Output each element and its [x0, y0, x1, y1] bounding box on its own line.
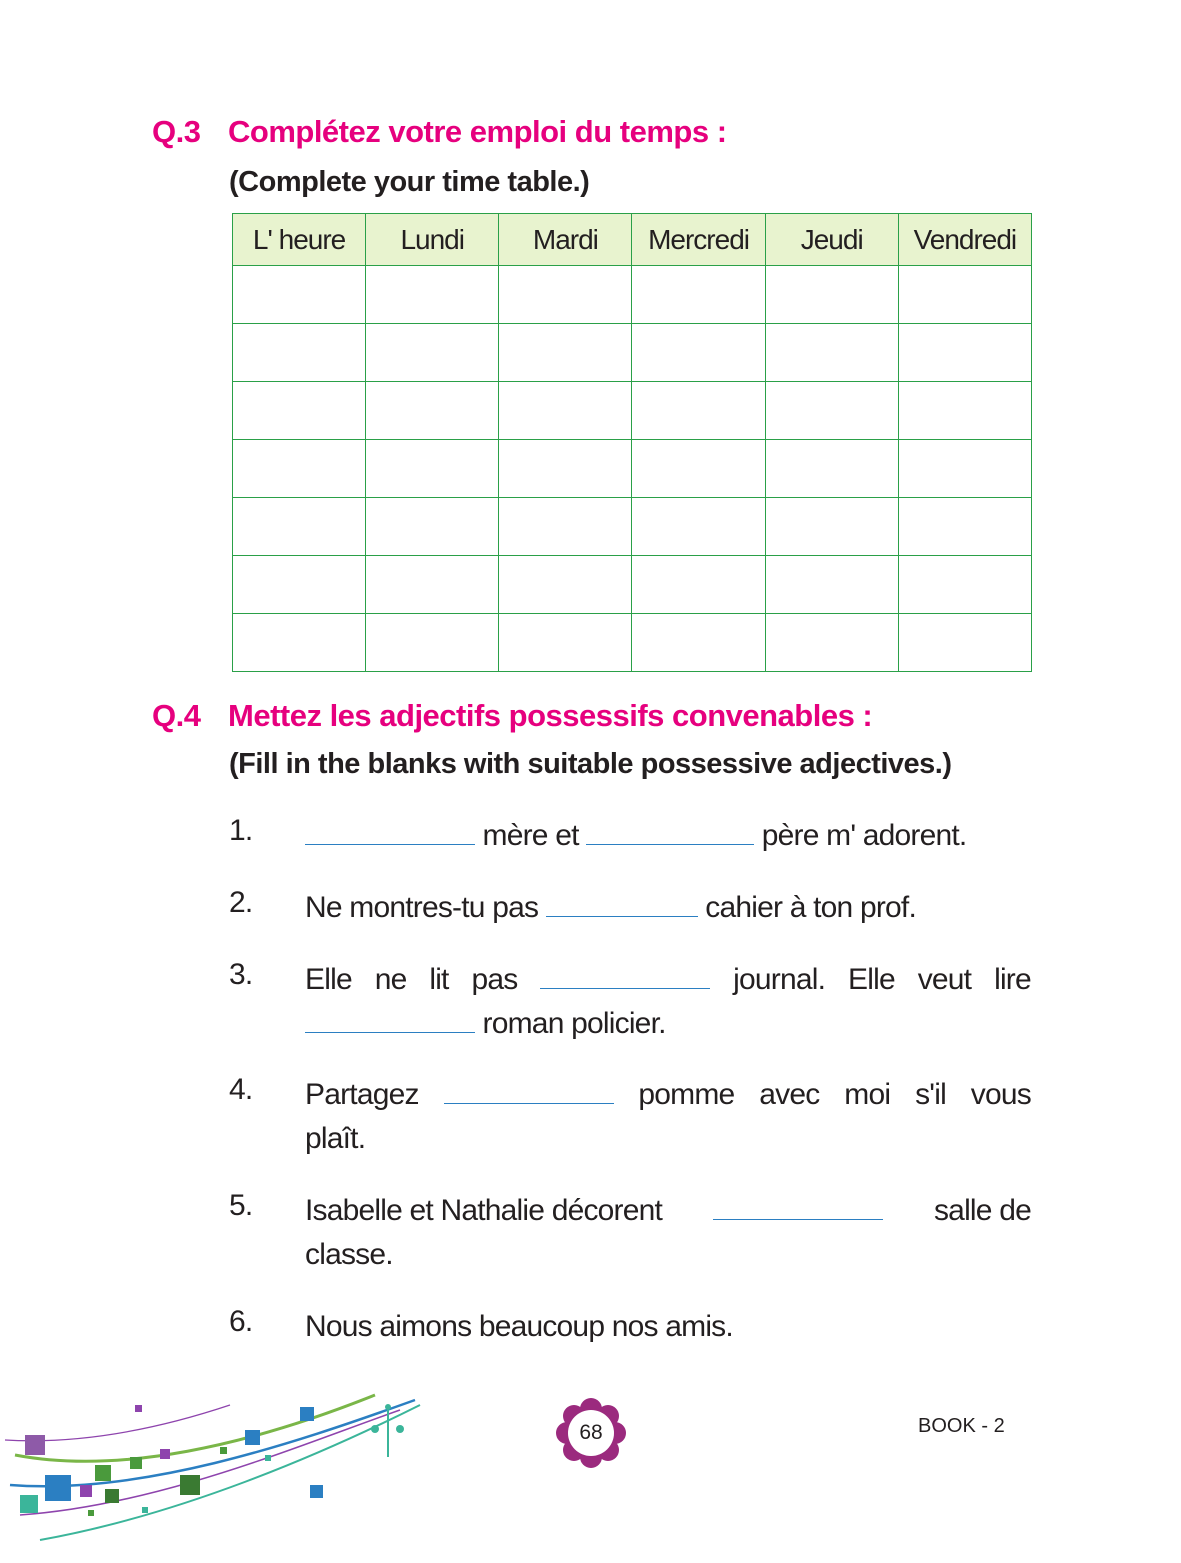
item-number: 5. — [229, 1189, 253, 1222]
table-cell[interactable] — [632, 556, 765, 614]
table-cell[interactable] — [499, 556, 632, 614]
table-cell[interactable] — [499, 266, 632, 324]
table-row — [233, 556, 1032, 614]
table-row — [233, 382, 1032, 440]
table-cell[interactable] — [233, 324, 366, 382]
table-cell[interactable] — [366, 382, 499, 440]
blank-line[interactable] — [586, 814, 754, 845]
item-word: journal. — [733, 963, 826, 996]
item-word: Partagez — [305, 1078, 419, 1111]
table-cell[interactable] — [898, 440, 1031, 498]
table-cell[interactable] — [233, 440, 366, 498]
table-cell[interactable] — [233, 614, 366, 672]
table-row — [233, 614, 1032, 672]
table-cell[interactable] — [632, 324, 765, 382]
blank-line[interactable] — [305, 814, 475, 845]
table-cell[interactable] — [366, 440, 499, 498]
table-cell[interactable] — [499, 324, 632, 382]
item-text: mère et — [482, 819, 579, 852]
blank-line[interactable] — [540, 958, 710, 989]
blank-line[interactable] — [546, 886, 698, 917]
item-text: cahier à ton prof. — [705, 891, 916, 924]
timetable-header-row — [233, 214, 1032, 266]
q3-subtitle: (Complete your time table.) — [229, 166, 590, 198]
table-cell[interactable] — [765, 382, 898, 440]
item-text: père m' adorent. — [761, 819, 967, 852]
table-cell[interactable] — [765, 498, 898, 556]
table-cell[interactable] — [233, 556, 366, 614]
table-cell[interactable] — [233, 382, 366, 440]
item-word: avec — [759, 1078, 820, 1111]
page-number-badge — [556, 1398, 626, 1468]
item-word: vous — [970, 1078, 1031, 1111]
book-label: BOOK - 2 — [918, 1415, 1005, 1437]
header-mardi: Mardi — [499, 214, 632, 266]
q4-title: Mettez les adjectifs possessifs convenables : — [228, 698, 873, 733]
item-word: pas — [471, 963, 518, 996]
q4-subtitle: (Fill in the blanks with suitable possessive adjectives.) — [229, 748, 952, 780]
item-text: classe. — [305, 1238, 393, 1271]
table-cell[interactable] — [765, 556, 898, 614]
blank-line[interactable] — [713, 1189, 883, 1220]
table-cell[interactable] — [366, 266, 499, 324]
table-cell[interactable] — [765, 266, 898, 324]
table-cell[interactable] — [499, 498, 632, 556]
table-row — [233, 440, 1032, 498]
blank-line[interactable] — [305, 1002, 475, 1033]
header-mercredi: Mercredi — [632, 214, 765, 266]
table-cell[interactable] — [898, 614, 1031, 672]
page-number: 68 — [579, 1421, 603, 1444]
item-word: pomme — [638, 1078, 735, 1111]
item-number: 4. — [229, 1073, 253, 1106]
decorative-swoosh — [0, 1385, 430, 1555]
header-heure: L' heure — [233, 214, 366, 266]
item-text: Ne montres-tu pas — [305, 891, 539, 924]
table-cell[interactable] — [898, 556, 1031, 614]
item-number: 2. — [229, 886, 253, 919]
table-cell[interactable] — [898, 324, 1031, 382]
table-cell[interactable] — [765, 614, 898, 672]
table-cell[interactable] — [765, 324, 898, 382]
table-cell[interactable] — [366, 614, 499, 672]
item-number: 3. — [229, 958, 253, 991]
table-row — [233, 324, 1032, 382]
item-number: 6. — [229, 1305, 253, 1338]
item-word: veut — [917, 963, 972, 996]
table-cell[interactable] — [632, 614, 765, 672]
item-word: s'il — [915, 1078, 946, 1111]
table-cell[interactable] — [898, 382, 1031, 440]
q4-number: Q.4 — [152, 698, 201, 733]
header-lundi: Lundi — [366, 214, 499, 266]
blank-line[interactable] — [444, 1073, 614, 1104]
table-cell[interactable] — [765, 440, 898, 498]
table-cell[interactable] — [898, 498, 1031, 556]
item-text: plaît. — [305, 1122, 366, 1155]
table-cell[interactable] — [366, 498, 499, 556]
table-cell[interactable] — [366, 324, 499, 382]
table-cell[interactable] — [499, 382, 632, 440]
item-number: 1. — [229, 814, 253, 847]
item-word: Elle — [305, 963, 352, 996]
timetable — [232, 213, 1032, 672]
item-word: lire — [994, 963, 1031, 996]
table-cell[interactable] — [632, 266, 765, 324]
item-word: moi — [844, 1078, 891, 1111]
table-cell[interactable] — [632, 440, 765, 498]
table-row — [233, 266, 1032, 324]
item-word: ne — [374, 963, 407, 996]
item-text: roman policier. — [482, 1007, 666, 1040]
header-jeudi: Jeudi — [765, 214, 898, 266]
item-word: Elle — [848, 963, 895, 996]
item-text: Nous aimons beaucoup nos amis. — [305, 1310, 733, 1343]
q3-title: Complétez votre emploi du temps : — [228, 114, 727, 149]
item-text: Isabelle et Nathalie décorent — [305, 1194, 663, 1227]
table-cell[interactable] — [632, 382, 765, 440]
table-cell[interactable] — [499, 440, 632, 498]
item-text: salle de — [933, 1194, 1031, 1227]
header-vendredi: Vendredi — [898, 214, 1031, 266]
table-cell[interactable] — [632, 498, 765, 556]
table-cell[interactable] — [499, 614, 632, 672]
q3-heading — [152, 114, 727, 150]
table-cell[interactable] — [233, 266, 366, 324]
item-word: lit — [429, 963, 449, 996]
table-row — [233, 498, 1032, 556]
q3-number: Q.3 — [152, 114, 201, 149]
table-cell[interactable] — [233, 498, 366, 556]
table-cell[interactable] — [366, 556, 499, 614]
q4-heading — [152, 698, 872, 734]
table-cell[interactable] — [898, 266, 1031, 324]
